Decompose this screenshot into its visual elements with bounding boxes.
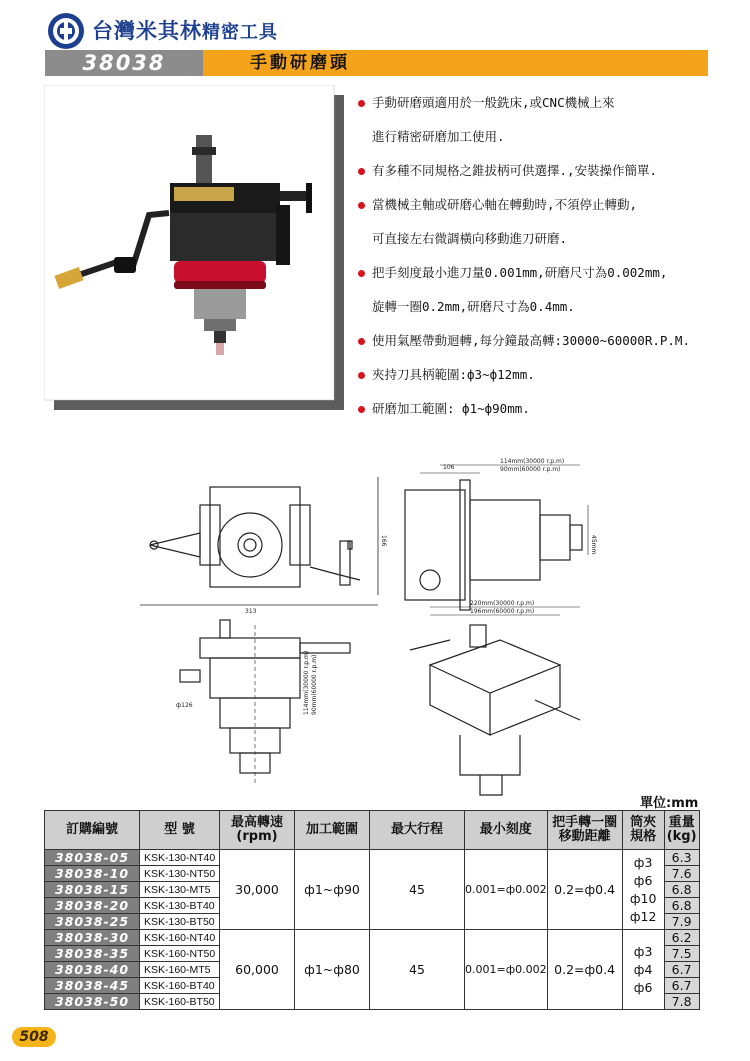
weight-cell: 6.2	[664, 930, 699, 946]
order-cell: 38038-25	[45, 914, 140, 930]
model-cell: KSK-130-NT40	[140, 850, 220, 866]
col-order-no: 訂購編號	[45, 811, 140, 850]
col-model: 型 號	[140, 811, 220, 850]
feature-item	[356, 162, 716, 179]
order-cell: 38038-35	[45, 946, 140, 962]
model-cell: KSK-160-NT50	[140, 946, 220, 962]
side-view	[405, 480, 582, 610]
order-cell: 38038-40	[45, 962, 140, 978]
bullet-icon	[358, 406, 365, 413]
feature-line: 手動研磨頭適用於一般銑床,或CNC機械上來	[372, 95, 615, 110]
feature-item	[356, 196, 716, 247]
page-number: 508	[12, 1027, 56, 1047]
weight-cell: 6.7	[664, 962, 699, 978]
feature-line: 當機械主軸或研磨心軸在轉動時,不須停止轉動,	[372, 197, 638, 212]
feature-item	[356, 366, 716, 383]
order-cell: 38038-45	[45, 978, 140, 994]
front-view	[150, 487, 360, 587]
model-cell: KSK-160-NT40	[140, 930, 220, 946]
model-cell: KSK-160-BT40	[140, 978, 220, 994]
technical-drawings	[140, 445, 610, 805]
weight-cell: 6.3	[664, 850, 699, 866]
feature-line: 使用氣壓帶動迴轉,每分鐘最高轉:30000~60000R.P.M.	[372, 333, 690, 348]
handle-cell: 0.2=ф0.4	[547, 850, 622, 930]
stroke-cell: 45	[370, 930, 465, 1010]
bullet-icon	[358, 372, 365, 379]
collet-cell: ф3 ф6 ф10 ф12	[622, 850, 664, 930]
model-cell: KSK-160-MT5	[140, 962, 220, 978]
model-cell: KSK-130-NT50	[140, 866, 220, 882]
model-cell: KSK-160-BT50	[140, 994, 220, 1010]
feature-line: 有多種不同規格之錐拔柄可供選擇.,安裝操作簡單.	[372, 163, 658, 178]
weight-cell: 7.8	[664, 994, 699, 1010]
order-cell: 38038-20	[45, 898, 140, 914]
col-handle: 把手轉一圈 移動距離	[547, 811, 622, 850]
weight-cell: 7.9	[664, 914, 699, 930]
handle-cell: 0.2=ф0.4	[547, 930, 622, 1010]
product-title: 手動研磨頭	[250, 53, 350, 73]
dim-106-label: 106	[443, 464, 455, 471]
table-header-row	[45, 811, 700, 850]
bullet-icon	[358, 168, 365, 175]
brand-logo	[47, 12, 85, 50]
dim-196-label: 196mm(60000 r.p.m)	[470, 608, 535, 615]
model-cell: KSK-130-BT50	[140, 914, 220, 930]
brand-main: 台灣米其林	[92, 19, 202, 43]
bullet-icon	[358, 270, 365, 277]
feature-line: 夾持刀具柄範圍:ф3~ф12mm.	[372, 367, 535, 382]
min-scale-cell: 0.001=ф0.002	[465, 850, 548, 930]
min-scale-cell: 0.001=ф0.002	[465, 930, 548, 1010]
feature-line: 把手刻度最小進刀量0.001mm,研磨尺寸為0.002mm,	[372, 265, 668, 280]
col-weight: 重量 (kg)	[664, 811, 699, 850]
brand-name	[92, 15, 278, 45]
bullet-icon	[358, 202, 365, 209]
weight-cell: 7.6	[664, 866, 699, 882]
dim-v114-label: 114mm(30000 r.p.m)	[303, 650, 310, 715]
dim-313-label: 313	[245, 608, 257, 615]
product-photo	[44, 85, 344, 410]
range-cell: ф1~ф90	[295, 850, 370, 930]
bullet-icon	[358, 100, 365, 107]
collet-cell: ф3 ф4 ф6	[622, 930, 664, 1010]
order-cell: 38038-05	[45, 850, 140, 866]
stroke-cell: 45	[370, 850, 465, 930]
dim-166-label: 166	[380, 535, 387, 547]
feature-item	[356, 264, 716, 315]
order-cell: 38038-15	[45, 882, 140, 898]
feature-item	[356, 400, 716, 417]
col-min-scale: 最小刻度	[465, 811, 548, 850]
feature-line: 研磨加工範圍: ф1~ф90mm.	[372, 401, 530, 416]
col-speed: 最高轉速 (rpm)	[220, 811, 295, 850]
table-row	[45, 850, 700, 866]
feature-list	[356, 94, 716, 434]
speed-cell: 60,000	[220, 930, 295, 1010]
feature-line-cont: 可直接左右微調橫向移動進刀研磨.	[372, 231, 568, 246]
weight-cell: 6.7	[664, 978, 699, 994]
product-code: 38038	[82, 51, 166, 75]
order-cell: 38038-50	[45, 994, 140, 1010]
dim-v90-label: 90mm(60000 r.p.m)	[311, 654, 318, 715]
col-collet: 筒夾 規格	[622, 811, 664, 850]
weight-cell: 6.8	[664, 898, 699, 914]
feature-item	[356, 332, 716, 349]
weight-cell: 6.8	[664, 882, 699, 898]
dim-45-label: 45mm	[590, 535, 597, 555]
spec-table	[44, 810, 700, 1010]
unit-label: 單位:mm	[640, 796, 699, 811]
model-cell: KSK-130-MT5	[140, 882, 220, 898]
range-cell: ф1~ф80	[295, 930, 370, 1010]
model-cell: KSK-130-BT40	[140, 898, 220, 914]
brand-sub: 精密工具	[202, 22, 278, 43]
feature-line-cont: 進行精密研磨加工使用.	[372, 129, 505, 144]
dim-90-label: 90mm(60000 r.p.m)	[500, 466, 561, 473]
table-row	[45, 930, 700, 946]
order-cell: 38038-10	[45, 866, 140, 882]
feature-line-cont: 旋轉一圈0.2mm,研磨尺寸為0.4mm.	[372, 299, 575, 314]
col-range: 加工範圍	[295, 811, 370, 850]
bullet-icon	[358, 338, 365, 345]
speed-cell: 30,000	[220, 850, 295, 930]
weight-cell: 7.5	[664, 946, 699, 962]
dim-126-label: ф126	[176, 702, 193, 709]
order-cell: 38038-30	[45, 930, 140, 946]
dim-114-label: 114mm(30000 r.p.m)	[500, 458, 565, 465]
top-view	[180, 620, 350, 773]
feature-item	[356, 94, 716, 145]
col-stroke: 最大行程	[370, 811, 465, 850]
dim-220-label: 220mm(30000 r.p.m)	[470, 600, 535, 607]
isometric-view	[410, 625, 580, 795]
